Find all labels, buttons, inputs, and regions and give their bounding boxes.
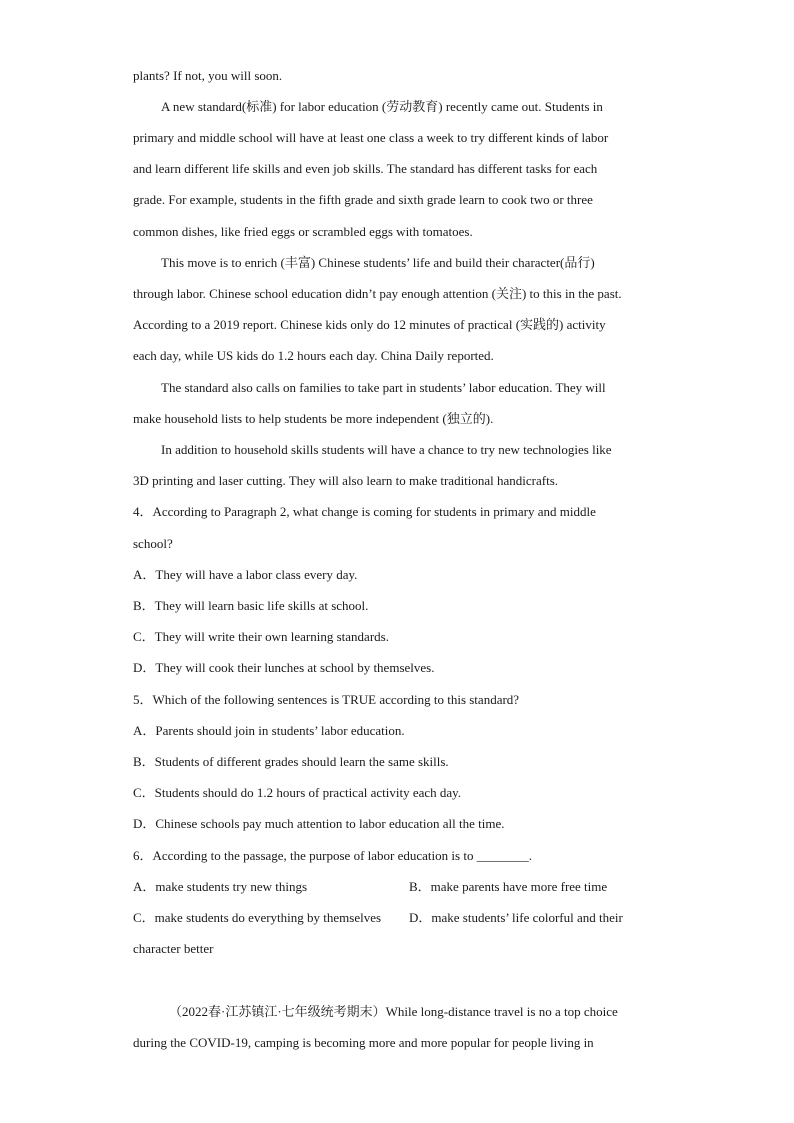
question-4-stem: 4．According to Paragraph 2, what change is coming for students in primary and middle <box>133 504 596 519</box>
question-6-option-b: B．make parents have more free time <box>409 879 608 894</box>
passage-line: each day, while US kids do 1.2 hours each day. China Daily reported. <box>133 348 494 363</box>
question-4-option-c: C．They will write their own learning standards. <box>133 629 389 644</box>
passage-line: make household lists to help students be more independent (独立的). <box>133 411 494 426</box>
passage-line: through labor. Chinese school education didn’t pay enough attention (关注) to this in the past. <box>133 286 622 301</box>
passage-line: This move is to enrich (丰富) Chinese students’ life and build their character(品行) <box>161 255 595 270</box>
passage-line: The standard also calls on families to take part in students’ labor education. They will <box>161 380 606 395</box>
question-4-option-a: A．They will have a labor class every day. <box>133 567 358 582</box>
question-6-stem: 6．According to the passage, the purpose of labor education is to ________. <box>133 848 532 863</box>
passage-line: during the COVID-19, camping is becoming more and more popular for people living in <box>133 1035 594 1050</box>
passage-line: In addition to household skills students will have a chance to try new technologies like <box>161 442 612 457</box>
question-4-option-b: B．They will learn basic life skills at school. <box>133 598 369 613</box>
question-6-option-d-continued: character better <box>133 941 214 956</box>
question-5-option-c: C．Students should do 1.2 hours of practical activity each day. <box>133 785 462 800</box>
passage-line: and learn different life skills and even job skills. The standard has different tasks for each <box>133 161 598 176</box>
question-5-option-b: B．Students of different grades should learn the same skills. <box>133 754 449 769</box>
passage-line: plants? If not, you will soon. <box>133 68 283 83</box>
next-passage-heading: （2022春·江苏镇江·七年级统考期末）While long-distance travel is no a top choice <box>169 1004 618 1019</box>
question-6-option-c: C．make students do everything by themselves <box>133 910 382 925</box>
question-6-option-d: D．make students’ life colorful and their <box>409 910 623 925</box>
passage-line: common dishes, like fried eggs or scrambled eggs with tomatoes. <box>133 224 473 239</box>
passage-line: grade. For example, students in the fifth grade and sixth grade learn to cook two or three <box>133 192 593 207</box>
passage-line: 3D printing and laser cutting. They will also learn to make traditional handicrafts. <box>133 473 559 488</box>
question-4-stem: school? <box>133 536 173 551</box>
question-6-option-a: A．make students try new things <box>133 879 308 894</box>
passage-line: primary and middle school will have at least one class a week to try different kinds of labor <box>133 130 609 145</box>
passage-line: A new standard(标准) for labor education (劳动教育) recently came out. Students in <box>161 99 603 114</box>
question-4-option-d: D．They will cook their lunches at school by themselves. <box>133 660 435 675</box>
question-5-option-a: A．Parents should join in students’ labor education. <box>133 723 405 738</box>
passage-line: According to a 2019 report. Chinese kids only do 12 minutes of practical (实践的) activity <box>133 317 606 332</box>
question-5-option-d: D．Chinese schools pay much attention to labor education all the time. <box>133 816 505 831</box>
question-5-stem: 5．Which of the following sentences is TRUE according to this standard? <box>133 692 520 707</box>
